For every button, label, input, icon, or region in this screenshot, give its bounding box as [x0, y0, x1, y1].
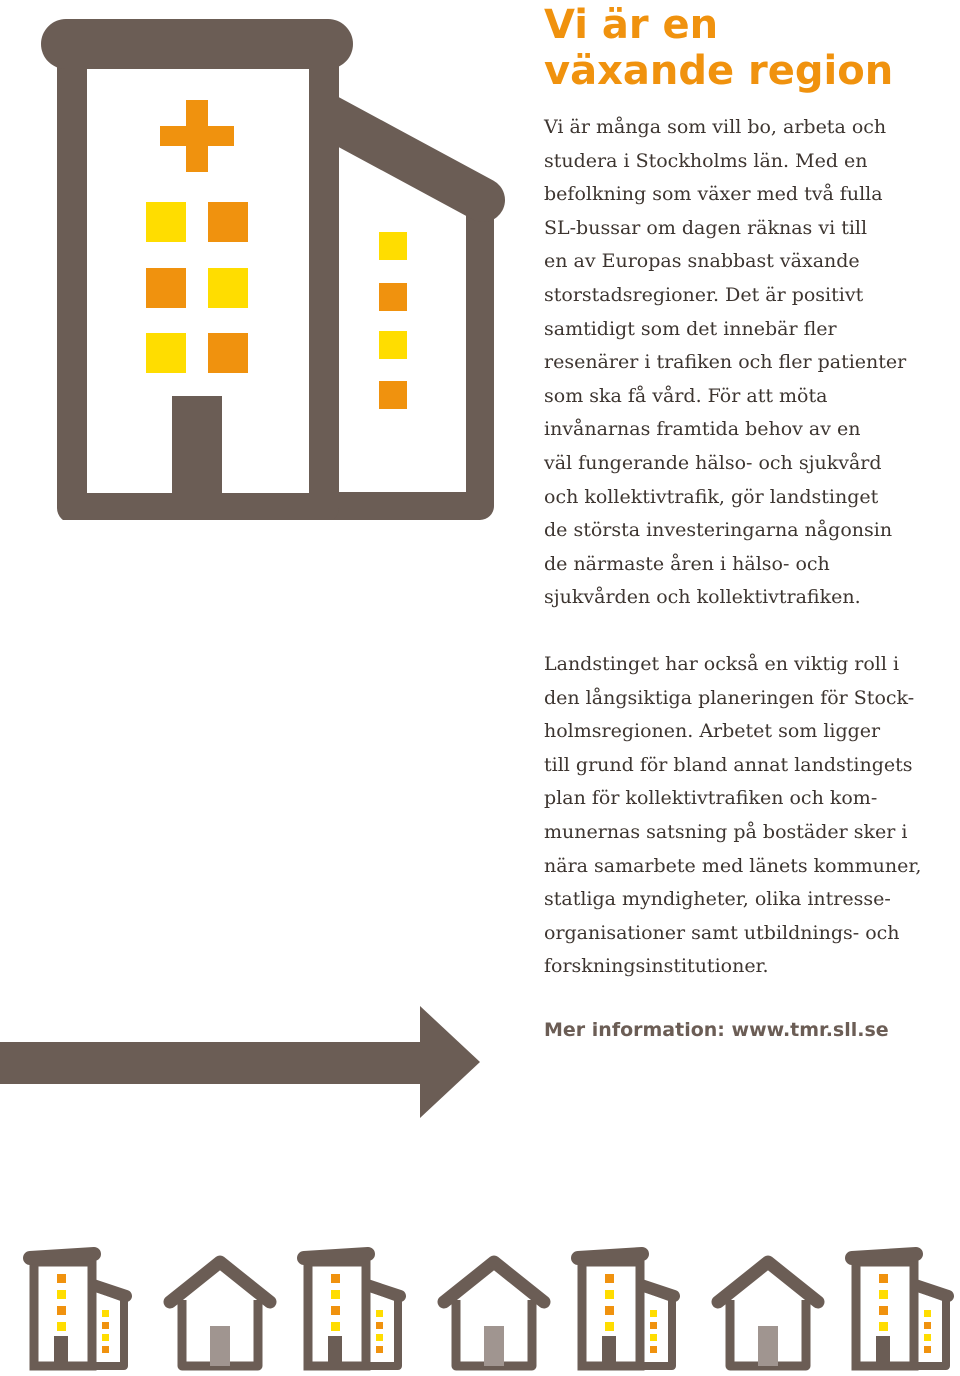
right-arrow-icon [0, 1004, 490, 1124]
more-info-link[interactable]: Mer information: www.tmr.sll.se [544, 1019, 889, 1041]
page-title [544, 2, 893, 94]
text-line: plan för kollektivtrafiken och kom- [544, 787, 878, 810]
text-line: väl fungerande hälso- och sjukvård [544, 451, 882, 474]
text-line: SL-bussar om dagen räknas vi till [544, 216, 868, 239]
text-line: samtidigt som det innebär fler [544, 317, 837, 340]
building-icon [852, 1254, 948, 1366]
text-line: nära samarbete med länets kommuner, [544, 854, 922, 877]
text-line: invånarnas framtida behov av en [544, 418, 861, 441]
house-icon [170, 1262, 270, 1366]
house-icon [444, 1262, 544, 1366]
text-line: storstadsregioner. Det är positivt [544, 283, 864, 306]
bottom-icon-row [0, 1240, 960, 1376]
body-paragraph-2 [544, 648, 944, 984]
door [172, 396, 222, 496]
text-line: holmsregionen. Arbetet som ligger [544, 720, 881, 743]
text-line: som ska få vård. För att möta [544, 384, 828, 407]
text-line: och kollektivtrafik, gör landstinget [544, 485, 879, 508]
text-line: organisationer samt utbildnings- och [544, 921, 900, 944]
text-line: resenärer i trafiken och fler patienter [544, 351, 907, 374]
text-line: sjukvården och kollektivtrafiken. [544, 586, 861, 609]
title-line-1: Vi är en [544, 2, 719, 48]
text-line: studera i Stockholms län. Med en [544, 149, 868, 172]
hospital-building-icon [0, 0, 520, 520]
text-line: en av Europas snabbast växande [544, 250, 860, 273]
title-line-2: växande region [544, 48, 894, 94]
body-paragraph-1 [544, 111, 944, 615]
text-line: de största investeringarna någonsin [544, 519, 893, 542]
text-line: de närmaste åren i hälso- och [544, 552, 830, 575]
text-line: till grund för bland annat landstingets [544, 753, 913, 776]
building-icon [30, 1254, 126, 1366]
text-line: munernas satsning på bostäder sker i [544, 820, 908, 843]
house-icon [718, 1262, 818, 1366]
text-line: Landstinget har också en viktig roll i [544, 653, 900, 675]
text-line: statliga myndigheter, olika intresse- [544, 888, 891, 911]
building-icon [578, 1254, 674, 1366]
text-line: Vi är många som vill bo, arbeta och [544, 116, 887, 138]
text-line: befolkning som växer med två fulla [544, 183, 883, 206]
text-line: den långsiktiga planeringen för Stock- [544, 686, 915, 709]
building-icon [304, 1254, 400, 1366]
text-line: forskningsinstitutioner. [544, 955, 769, 978]
